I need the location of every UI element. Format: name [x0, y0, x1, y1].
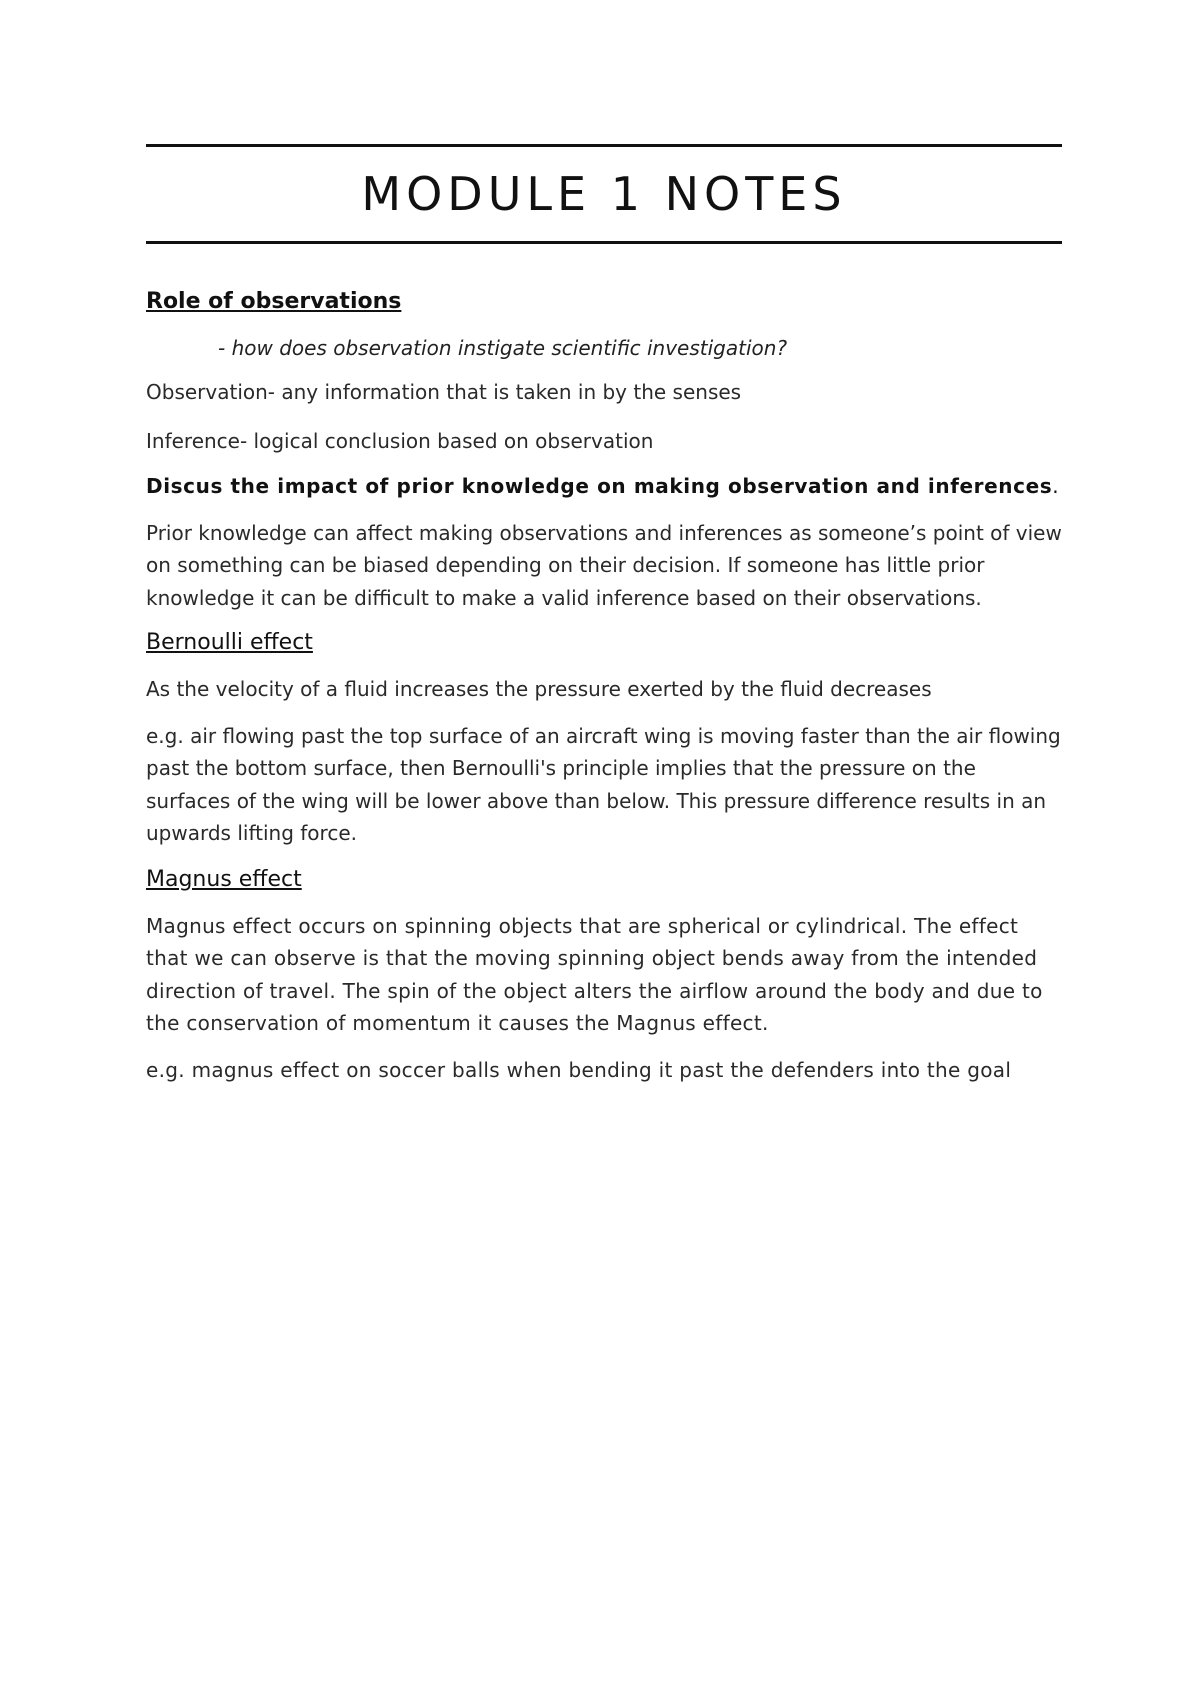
magnus-definition: Magnus effect occurs on spinning objects that are spherical or cylindrical. The effect that we can observe is that the moving spinning object bends away from the intended direction of travel. The spin of the object alters the airflow around the body and due to the conservation of momentum it causes the Magnus effect.	[146, 913, 1043, 1035]
prior-knowledge-answer: Prior knowledge can affect making observations and inferences as someone’s point of view on something can be biased depending on their decision. If someone has little prior knowledge it can be difficult to make a valid inference based on their observations.	[146, 520, 1062, 610]
title-top-rule	[146, 144, 1062, 147]
heading-magnus-effect: Magnus effect	[146, 866, 302, 892]
heading-bernoulli-effect: Bernoulli effect	[146, 630, 313, 655]
heading-role-of-observations: Role of observations	[146, 289, 402, 314]
prior-knowledge-prompt	[146, 470, 1062, 503]
document-page	[146, 144, 1062, 1086]
observation-definition: Observation- any information that is taken in by the senses	[146, 380, 742, 404]
observation-question: - how does observation instigate scientific investigation?	[218, 336, 788, 360]
bernoulli-example: e.g. air flowing past the top surface of an aircraft wing is moving faster than the air flowing past the bottom surface, then Bernoulli's principle implies that the pressure on the surfaces of the wing will be lower above than below. This pressure difference results in an upwards lifting force.	[146, 723, 1061, 845]
inference-definition: Inference- logical conclusion based on observation	[146, 428, 654, 453]
prompt-end: .	[1052, 474, 1060, 498]
magnus-example: e.g. magnus effect on soccer balls when bending it past the defenders into the goal	[146, 1057, 1012, 1082]
prompt-text: Discus the impact of prior knowledge on making observation and inferences	[146, 474, 1053, 498]
page-title: MODULE 1 NOTES	[361, 167, 847, 221]
bernoulli-definition: As the velocity of a fluid increases the pressure exerted by the fluid decreases	[146, 677, 932, 701]
